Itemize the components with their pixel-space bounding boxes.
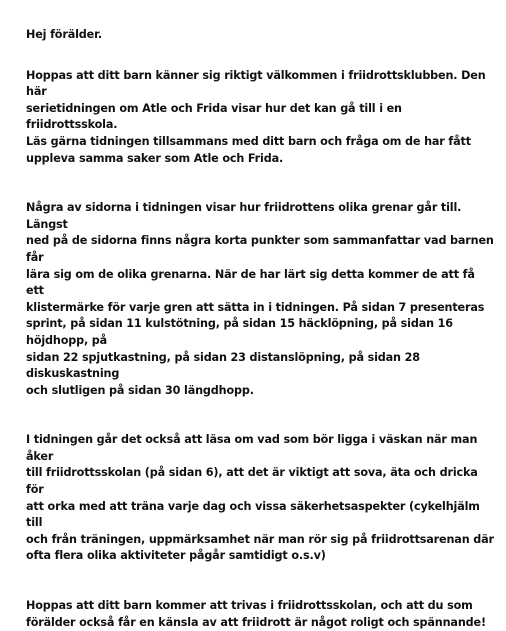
letter-paragraph-intro: Hoppas att ditt barn känner sig riktigt välkommen i friidrottsklubben. Den här serietidningen om Atle och Frida visar hur det kan gå till i en friidrottsskola. Läs gärna tidningen tillsammans med ditt barn och fråga om de har fått uppleva samma saker som Atle och Frida. — [26, 68, 486, 165]
letter-paragraph-safety: I tidningen går det också att läsa om vad som bör ligga i väskan när man åker till friidrottsskolan (på sidan 6), att det är viktigt att sova, äta och dricka för att orka med att träna varje dag och vissa säkerhetsaspekter (cykelhjälm till och från träningen, uppmärksamhet när man rör sig på friidrottsarenan där ofta flera olika aktiviteter pågår samtidigt o.s.v) — [26, 433, 494, 563]
letter-paragraph-events: Några av sidorna i tidningen visar hur friidrottens olika grenar går till. Längst ned på de sidorna finns några korta punkter som sammanfattar vad barnen får lära sig om de olika grenarna. När de har lärt sig detta kommer de att få ett klistermärke för varje gren att sätta in i tidningen. På sidan 7 presenteras sprint, på sidan 11 kulstötning, på sidan 15 häcklöpning, på sidan 16 höjdhopp, på sidan 22 spjutkastning, på sidan 23 distanslöpning, på sidan 28 diskuskastning och slutligen på sidan 30 längdhopp. — [26, 201, 494, 397]
letter-paragraph-closing: Hoppas att ditt barn kommer att trivas i friidrottsskolan, och att du som förälder också får en känsla av att friidrott är något roligt och spännande! — [26, 599, 486, 629]
letter-greeting: Hej förälder. — [26, 28, 102, 41]
letter-document — [26, 27, 496, 631]
